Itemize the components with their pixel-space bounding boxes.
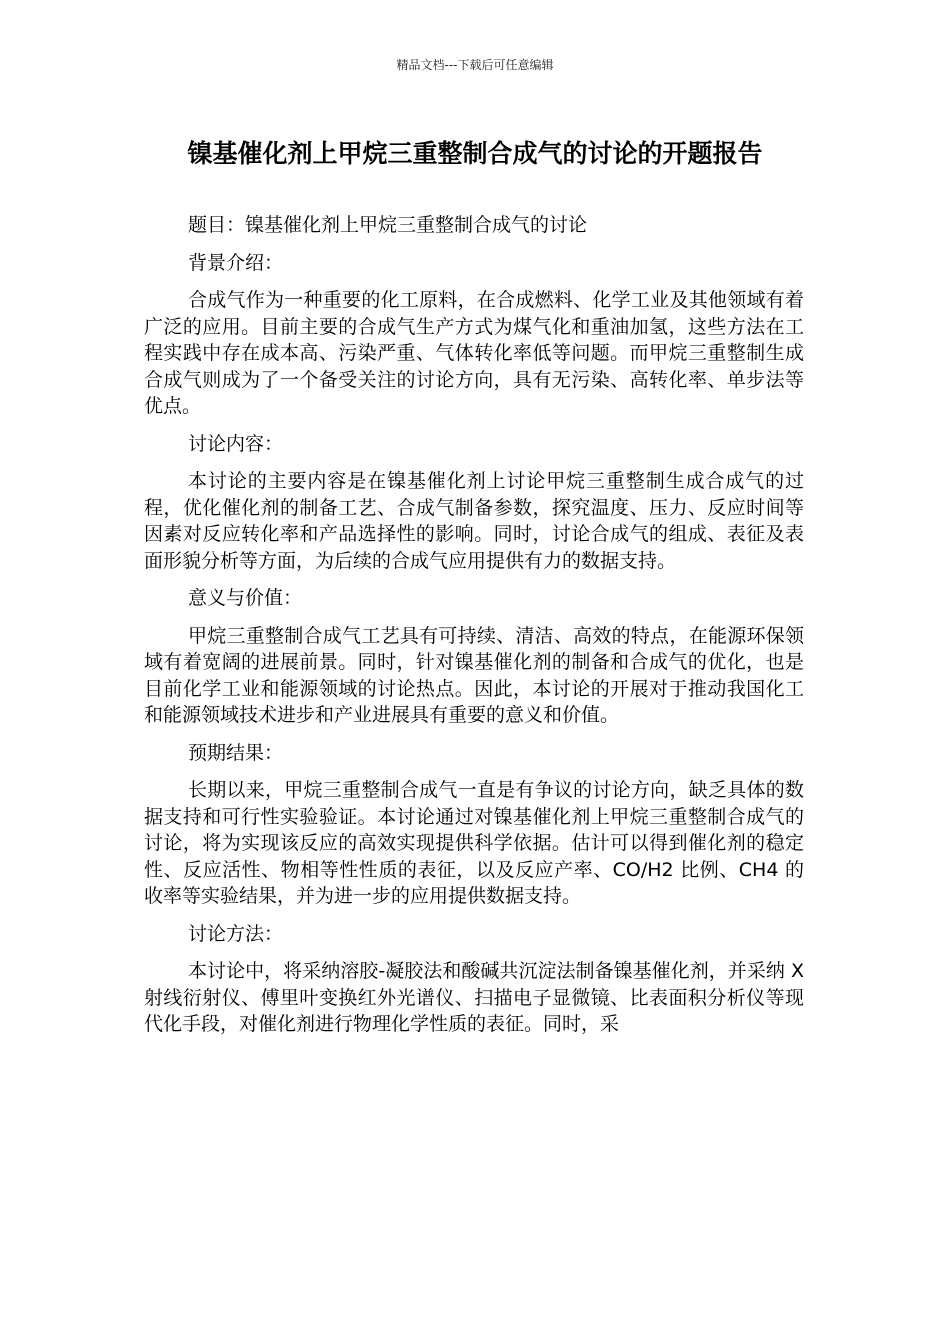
topic-line: 题目：镍基催化剂上甲烷三重整制合成气的讨论 [188, 214, 588, 236]
paragraph-expected-results: 长期以来，甲烷三重整制合成气一直是有争议的讨论方向，缺乏具体的数据支持和可行性实验验证。本讨论通过对镍基催化剂上甲烷三重整制合成气的讨论，将为实现该反应的高效实现提供科学依据。估计可以得到催化剂的稳定性、反应活性、物相等性性质的表征，以及反应产率、CO/H2 比例、CH4 的收率等实验结果，并为进一步的应用提供数据支持。 [144, 779, 804, 907]
document-title: 镍基催化剂上甲烷三重整制合成气的讨论的开题报告 [187, 139, 763, 168]
section-heading-significance: 意义与价值： [188, 587, 303, 609]
section-heading-content: 讨论内容： [188, 432, 284, 455]
section-heading-expected-results: 预期结果： [188, 741, 284, 764]
section-heading-methods: 讨论方法： [188, 922, 284, 945]
section-heading-background: 背景介绍： [188, 251, 284, 274]
paragraph-significance: 甲烷三重整制合成气工艺具有可持续、清洁、高效的特点，在能源环保领域有着宽阔的进展前景。同时，针对镍基催化剂的制备和合成气的优化，也是目前化学工业和能源领域的讨论热点。因此，本讨论的开展对于推动我国化工和能源领域技术进步和产业进展具有重要的意义和价值。 [144, 624, 804, 726]
paragraph-content: 本讨论的主要内容是在镍基催化剂上讨论甲烷三重整制生成合成气的过程，优化催化剂的制备工艺、合成气制备参数，探究温度、压力、反应时间等因素对反应转化率和产品选择性的影响。同时，讨论合成气的组成、表征及表面形貌分析等方面，为后续的合成气应用提供有力的数据支持。 [144, 470, 804, 572]
paragraph-background: 合成气作为一种重要的化工原料，在合成燃料、化学工业及其他领域有着广泛的应用。目前主要的合成气生产方式为煤气化和重油加氢，这些方法在工程实践中存在成本高、污染严重、气体转化率低等问题。而甲烷三重整制生成合成气则成为了一个备受关注的讨论方向，具有无污染、高转化率、单步法等优点。 [144, 289, 804, 417]
document-body [144, 212, 804, 1049]
paragraph-methods: 本讨论中，将采纳溶胶-凝胶法和酸碱共沉淀法制备镍基催化剂，并采纳 X 射线衍射仪、傅里叶变换红外光谱仪、扫描电子显微镜、比表面积分析仪等现代化手段，对催化剂进行物理化学性质的表征。同时，采 [144, 960, 804, 1035]
header-note: 精品文档---下载后可任意编辑 [396, 58, 554, 72]
